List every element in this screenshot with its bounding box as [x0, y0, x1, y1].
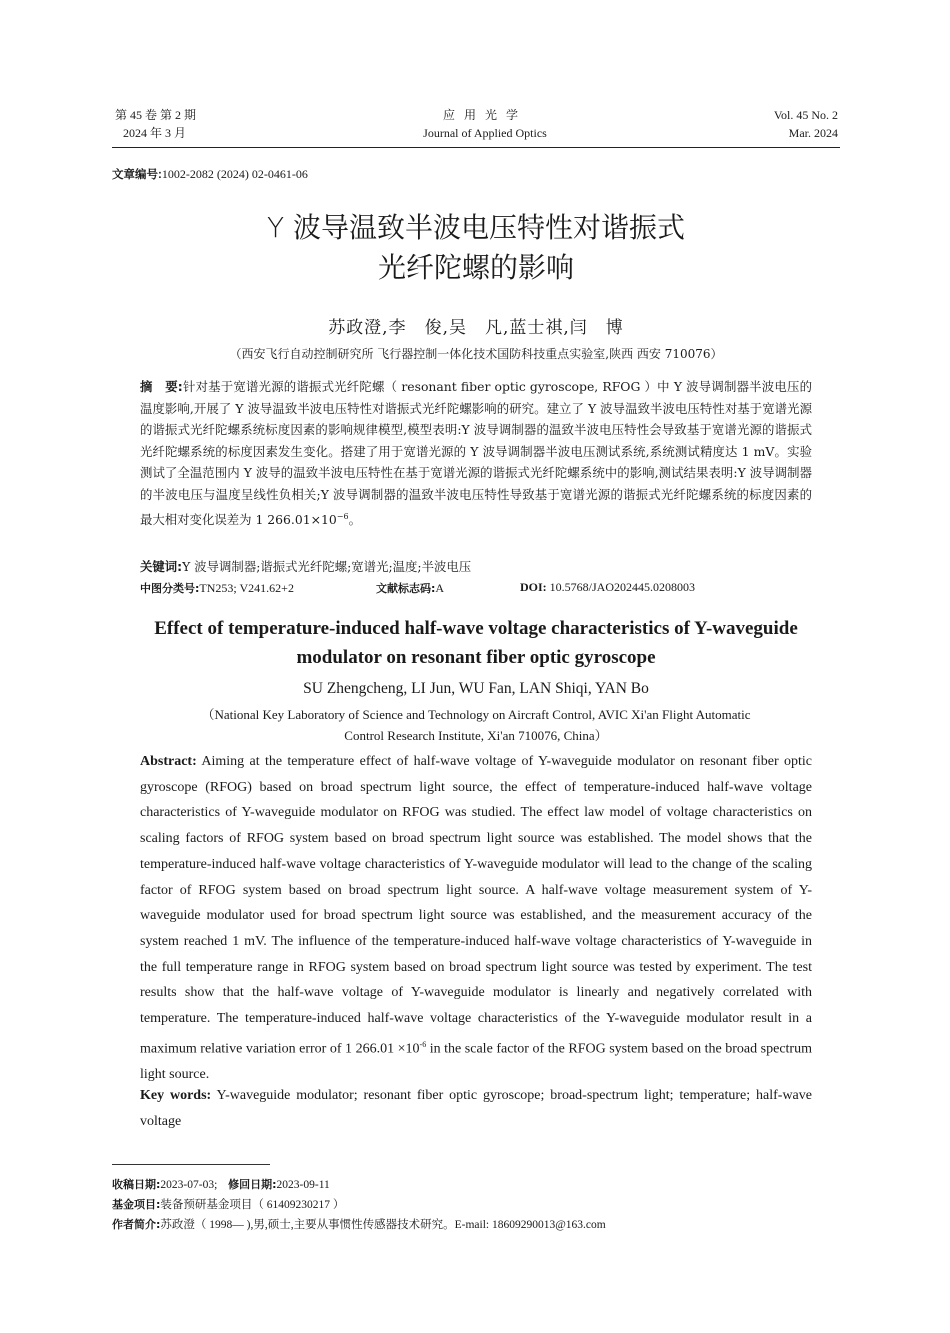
abstract-en-label: Abstract: [140, 754, 197, 769]
header-issue-cn [115, 106, 315, 142]
clc-label: 中图分类号: [140, 582, 200, 595]
keywords-cn [140, 557, 812, 577]
abstract-en-text: Aiming at the temperature effect of half-wave voltage of Y-waveguide modulator on resonant fiber optic gyroscope (RFOG) based on broad spectrum light source, the effect of temperature-induced half-wave voltage characteristics of Y-waveguide modulator on RFOG was studied. The effect law model of voltage characteristics on scaling factors of RFOG system based on broad spectrum light source was established. The model shows that the temperature-induced half-wave voltage characteristics of Y-waveguide modulator will lead to the change of the scaling factor of RFOG system based on broad spectrum light source. A half-wave voltage measurement system of Y-waveguide modulator used for broad spectrum light source was established, and the measurement accuracy of the system reached 1 mV. The influence of the temperature-induced half-wave voltage characteristics of Y-waveguide in the full temperature range in RFOG system based on broad spectrum light source was tested by experiment. The test results show that the half-wave voltage of Y-waveguide modulator is linearly and negatively correlated with temperature. The temperature-induced half-wave voltage characteristics of the Y-waveguide modulator result in a maximum relative variation error of 1 266.01 ×10 [140, 754, 813, 1057]
abstract-cn-end: 。 [348, 511, 361, 527]
doi-value: 10.5768/JAO202445.0208003 [549, 580, 696, 594]
fund-value: 装备预研基金项目（ 61409230217 ） [160, 1199, 345, 1211]
article-number [112, 166, 308, 182]
header-date-en: Mar. 2024 [788, 126, 838, 140]
header-date-cn: 2024 年 3 月 [123, 126, 187, 140]
footnote-dates [112, 1177, 840, 1193]
received-label: 收稿日期: [112, 1178, 161, 1191]
header-issue-en [640, 106, 838, 142]
header-volume-en: Vol. 45 No. 2 [773, 108, 838, 122]
keywords-en-text: Y-waveguide modulator; resonant fiber optic gyroscope; broad-spectrum light; temperature; half-wave voltage [140, 1088, 812, 1129]
document-code [376, 580, 444, 596]
doc-code-label: 文献标志码: [376, 582, 436, 595]
abstract-en-end: in the scale factor of the RFOG system based on the broad spectrum light source. [140, 1041, 812, 1083]
abstract-cn-text: 针对基于宽谱光源的谐振式光纤陀螺（ resonant fiber optic gyroscope, RFOG ）中 Y 波导调制器半波电压的温度影响,开展了 Y 波导温致半波电压特性对谐振式光纤陀螺影响的研究。建立了 Y 波导温致半波电压特性对基于宽谱光源的谐振式光纤陀螺系统标度因素的影响规律模型,模型表明:Y 波导调制器的温致半波电压特性会导致基于宽谱光源的谐振式光纤陀螺系统的标度因素发生变化。搭建了用于宽谱光源的 Y 波导调制器半波电压测试系统,系统测试精度达 1 mV。实验测试了全温范围内 Y 波导的温致半波电压特性在基于宽谱光源的谐振式光纤陀螺系统中的影响,测试结果表明:Y 波导调制器的半波电压与温度呈线性负相关;Y 波导调制器的温致半波电压特性导致基于宽谱光源的谐振式光纤陀螺系统的标度因素的最大相对变化误差为 1 266.01×10 [140, 379, 812, 527]
revised-label: 修回日期: [228, 1178, 277, 1191]
abstract-en [140, 749, 812, 1088]
footnote-author-bio [112, 1217, 840, 1233]
title-en-line2: modulator on resonant fiber optic gyroscope [296, 647, 656, 668]
clc-value: TN253; V241.62+2 [199, 581, 294, 595]
received-value: 2023-07-03; [160, 1179, 218, 1191]
header-rule [112, 147, 840, 148]
footnote-rule [112, 1164, 270, 1165]
abstract-en-exponent: -6 [419, 1039, 427, 1049]
revised-value: 2023-09-11 [276, 1179, 330, 1191]
affiliation-en-line1: （National Key Laboratory of Science and Technology on Aircraft Control, AVIC Xi'an Flight Automatic [201, 707, 751, 722]
article-number-label: 文章编号: [112, 169, 162, 181]
title-cn-line1: Y 波导温致半波电压特性对谐振式 [266, 211, 685, 244]
title-en-line1: Effect of temperature-induced half-wave voltage characteristics of Y-waveguide [154, 618, 798, 639]
header-volume-issue: 第 45 卷 第 2 期 [115, 108, 197, 122]
fund-label: 基金项目: [112, 1198, 161, 1211]
author-bio-label: 作者简介: [112, 1218, 161, 1231]
doi [520, 580, 695, 595]
keywords-cn-text: Y 波导调制器;谐振式光纤陀螺;宽谱光;温度;半波电压 [182, 559, 472, 574]
affiliation-en [112, 704, 840, 746]
keywords-en [140, 1083, 812, 1135]
clc-code [140, 580, 294, 596]
title-en [112, 614, 840, 672]
affiliation-en-line2: Control Research Institute, Xi'an 710076, China） [344, 728, 608, 743]
author-bio-value: 苏政澄（ 1998— ),男,硕士,主要从事惯性传感器技术研究。E-mail: 18609290013@163.com [160, 1219, 606, 1231]
article-number-value: 1002-2082 (2024) 02-0461-06 [161, 167, 308, 181]
abstract-cn-label: 摘 要: [140, 379, 183, 394]
doi-label: DOI: [520, 580, 547, 594]
doc-code-value: A [435, 581, 445, 595]
keywords-en-label: Key words: [140, 1088, 212, 1103]
title-cn-line2: 光纤陀螺的影响 [377, 251, 574, 284]
abstract-cn-exponent: −6 [336, 511, 349, 521]
authors-en: SU Zhengcheng, LI Jun, WU Fan, LAN Shiqi, YAN Bo [303, 680, 649, 697]
title-cn [112, 208, 840, 288]
header-journal [335, 106, 635, 142]
footnote-funding [112, 1197, 840, 1213]
header-journal-cn: 应用光学 [442, 108, 527, 122]
header-journal-en: Journal of Applied Optics [423, 126, 547, 140]
abstract-cn [140, 376, 812, 530]
keywords-cn-label: 关键词: [140, 559, 183, 574]
affiliation-cn: （西安飞行自动控制研究所 飞行器控制一体化技术国防科技重点实验室,陕西 西安 710076） [229, 347, 723, 361]
authors-cn: 苏政澄,李 俊,吴 凡,蓝士祺,闫 博 [328, 318, 624, 338]
